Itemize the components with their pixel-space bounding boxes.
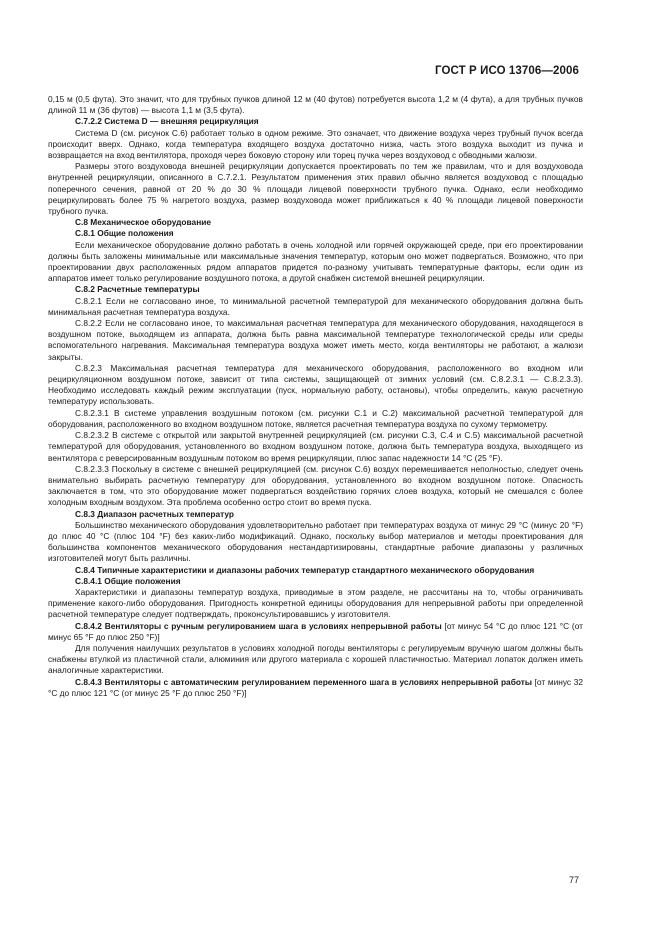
paragraph-manual-pitch-fans: Для получения наилучших результатов в условиях холодной погоды вентиляторы с регулируемым вручную шагом должны быть снабжены втулкой из пластичной стали, алюминия или другого материала с хорошей пластичностью. Материал лопаток должен иметь аналогичные характеристики.: [48, 642, 583, 676]
heading-c-8-1: С.8.1 Общие положения: [75, 228, 174, 239]
heading-c-8-3: С.8.3 Диапазон расчетных температур: [75, 508, 235, 519]
paragraph-c-8-2-3-2: С.8.2.3.2 В системе с открытой или закрытой внутренней рециркуляцией (см. рисунки С.3, С.4 и С.5) максимальной расчетной температурой для оборудования, установленного во входном воздушном потоке, должна быть температура воздуха, выходящего из вентилятора с реверсированным воздушным потоком во время рециркуляции, плюс запас надежности 14 °С (25 °F).: [48, 430, 583, 463]
paragraph-characteristics: Характеристики и диапазоны температур воздуха, приводимые в этом разделе, не рассчитаны на то, чтобы ограничивать применение какого-либо оборудования. Пригодность конкретной единицы оборудования для непрерывной работы при определенной расчетной температуре следует подтверждать, проконсультировавшись у изготовителя.: [48, 586, 583, 620]
heading-c-8-4-1: С.8.4.1 Общие положения: [75, 575, 181, 586]
paragraph-c-8-4-3: [48, 677, 583, 699]
paragraph-c-8-2-2: С.8.2.2 Если не согласовано иное, то максимальная расчетная температура для механического оборудования, находящегося в воздушном потоке, выходящем из аппарата, должна быть равна максимальной температуре технологической среды или среды вспомогательного нагревания. Максимальная температура воздуха может иметь место, когда вентиляторы не работают, а жалюзи закрыты.: [48, 318, 583, 362]
paragraph-c-8-2-1: С.8.2.1 Если не согласовано иное, то минимальной расчетной температурой для механического оборудования должна быть минимальная расчетная температура воздуха.: [48, 295, 583, 317]
heading-c-8-4: С.8.4 Типичные характеристики и диапазоны рабочих температур стандартного механического оборудования: [75, 564, 535, 575]
heading-c-8-2: С.8.2 Расчетные температуры: [75, 284, 200, 295]
paragraph-general-provisions: Если механическое оборудование должно работать в очень холодной или горячей окружающей среде, при его проектировании должны быть заложены минимальные или максимальные значения температур, которым оно может подвергаться. Возможно, что при проектировании двух расположенных рядом аппаратов придется по-разному учитывать температурные факторы, если один из аппаратов имеет только регулирование воздушного потока, а другой снабжен системой внешней рециркуляции.: [48, 239, 583, 284]
paragraph-c-8-2-3-1: С.8.2.3.1 В системе управления воздушным потоком (см. рисунки С.1 и С.2) максимальной расчетной температурой для оборудования, расположенного во входном воздушном потоке, является расчетная температура воздуха по сухому термометру.: [48, 407, 583, 429]
paragraph-system-d: Система D (см. рисунок С.6) работает только в одном режиме. Это означает, что движение воздуха через трубный пучок всегда происходит вверх. Однако, когда температура входящего воздуха достаточно низка, часть этого воздуха выходит из пучка и возвращается на вход вентилятора, проходя через боковую сторону или торец пучка через воздуховод с обводными жалюзи.: [48, 127, 583, 161]
page-number: 77: [568, 875, 579, 885]
range-c-8-4-3: [от минус 32 °С до плюс 121 °С (от минус 25 °F до плюс 250 °F)]: [48, 676, 583, 698]
range-c-8-4-2: [от минус 54 °С до плюс 121 °С (от минус 65 °F до плюс 250 °F)]: [48, 620, 583, 642]
paragraph-c-8-2-3-3: С.8.2.3.3 Поскольку в системе с внешней рециркуляцией (см. рисунок С.6) воздух перемешивается неполностью, следует очень внимательно выбирать расчетную температуру для оборудования, установленного во входном воздушном потоке. Опасность заключается в том, что это оборудование может подвергаться воздействию горячих слоев воздуха, который не смешался с более холодным входным воздухом. Эта проблема особенно остро стоит во время пуска.: [48, 463, 583, 508]
paragraph-c-8-2-3: С.8.2.3 Максимальная расчетная температура для механического оборудования, расположенного во входном или рециркуляционном воздушном потоке, зависит от типа системы, защищающей от зимних условий (см. С.8.2.3.1 — С.8.2.3.3). Необходимо исследовать каждый режим эксплуатации (пуск, нормальную работу, остановы), чтобы определить, какую расчетную температуру использовать.: [48, 362, 583, 407]
heading-c-8-4-3: С.8.4.3 Вентиляторы с автоматическим регулированием переменного шага в условиях непрерывной работы: [75, 676, 532, 687]
paragraph-duct-sizes: Размеры этого воздуховода внешней рециркуляции допускается проектировать по тем же правилам, что и для воздуховода внутренней рециркуляции, описанного в С.7.2.1. Результатом применения этих правил обычно является воздуховод с площадью поперечного сечения, равной от 20 % до 30 % площади лицевой поверхности трубного пучка. Однако, если необходимо рециркулировать более 75 % нагретого воздуха, размер воздуховода может приближаться к 40 % площади лицевой поверхности трубного пучка.: [48, 161, 583, 217]
paragraph-intro: 0,15 м (0,5 фута). Это значит, что для трубных пучков длиной 12 м (40 футов) потребуется высота 1,2 м (4 фута), а для трубных пучков длиной 11 м (36 футов) — высота 1,1 м (3,5 фута).: [48, 94, 583, 116]
page-body: [48, 94, 583, 699]
page-header: ГОСТ Р ИСО 13706—2006: [434, 65, 579, 77]
paragraph-c-8-4-2: [48, 621, 583, 643]
paragraph-temperature-range: Большинство механического оборудования удовлетворительно работает при температурах воздуха от минус 29 °С (минус 20 °F) до плюс 40 °С (плюс 104 °F) без каких-либо модификаций. Однако, поскольку выбор материалов и методы проектирования для большинства компонентов механического оборудования нестандартизированы, стандартные рабочие диапазоны у различных изготовителей могут быть различны.: [48, 519, 583, 564]
heading-c-8: С.8 Механическое оборудование: [75, 217, 211, 228]
heading-c-7-2-2: С.7.2.2 Система D — внешняя рециркуляция: [75, 116, 259, 127]
heading-c-8-4-2: С.8.4.2 Вентиляторы с ручным регулированием шага в условиях непрерывной работы: [75, 620, 442, 631]
